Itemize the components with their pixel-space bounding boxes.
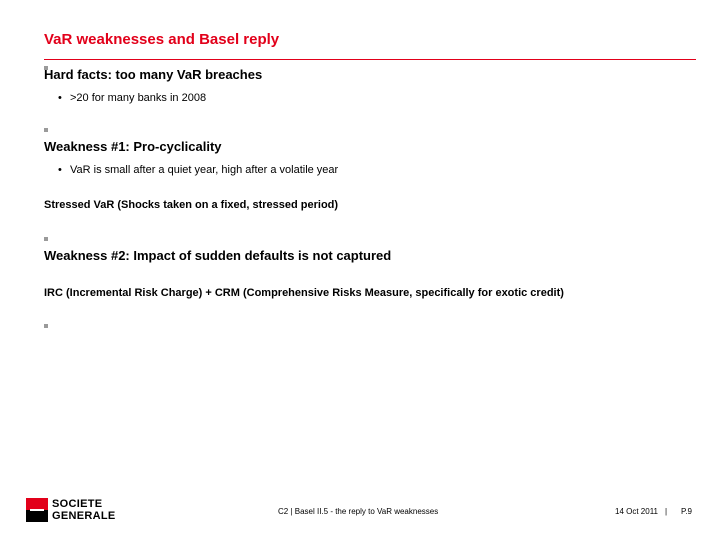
title-divider	[44, 59, 696, 60]
footer-doc-info: C2 | Basel II.5 - the reply to VaR weaknesses	[278, 507, 439, 516]
sub-bullet-text: VaR is small after a quiet year, high after a volatile year	[70, 164, 339, 176]
logo-line-2: GENERALE	[52, 510, 116, 522]
bullet-square	[44, 128, 48, 132]
footer-separator: |	[665, 507, 668, 516]
section-heading-weakness-2: Weakness #2: Impact of sudden defaults is not captured	[44, 248, 392, 263]
bullet-square	[44, 324, 48, 328]
bullet-dot-icon: •	[58, 92, 62, 104]
reply-irc-crm: IRC (Incremental Risk Charge) + CRM (Comprehensive Risks Measure, specifically for exotic credit)	[44, 287, 564, 299]
societe-generale-logo	[26, 498, 121, 524]
footer-page-number: P.9	[681, 507, 692, 516]
sub-bullet	[58, 92, 206, 104]
section-heading-weakness-1: Weakness #1: Pro-cyclicality	[44, 139, 222, 154]
logo-wordmark	[52, 498, 116, 522]
slide-title: VaR weaknesses and Basel reply	[44, 31, 280, 48]
footer-date: 14 Oct 2011	[615, 507, 658, 516]
logo-line-1: SOCIETE	[52, 498, 103, 510]
reply-stressed-var: Stressed VaR (Shocks taken on a fixed, stressed period)	[44, 199, 339, 211]
sub-bullet	[58, 164, 338, 176]
logo-mark-icon	[26, 498, 48, 522]
bullet-square	[44, 237, 48, 241]
section-heading-hard-facts: Hard facts: too many VaR breaches	[44, 67, 263, 82]
bullet-dot-icon: •	[58, 164, 62, 176]
sub-bullet-text: >20 for many banks in 2008	[70, 92, 207, 104]
